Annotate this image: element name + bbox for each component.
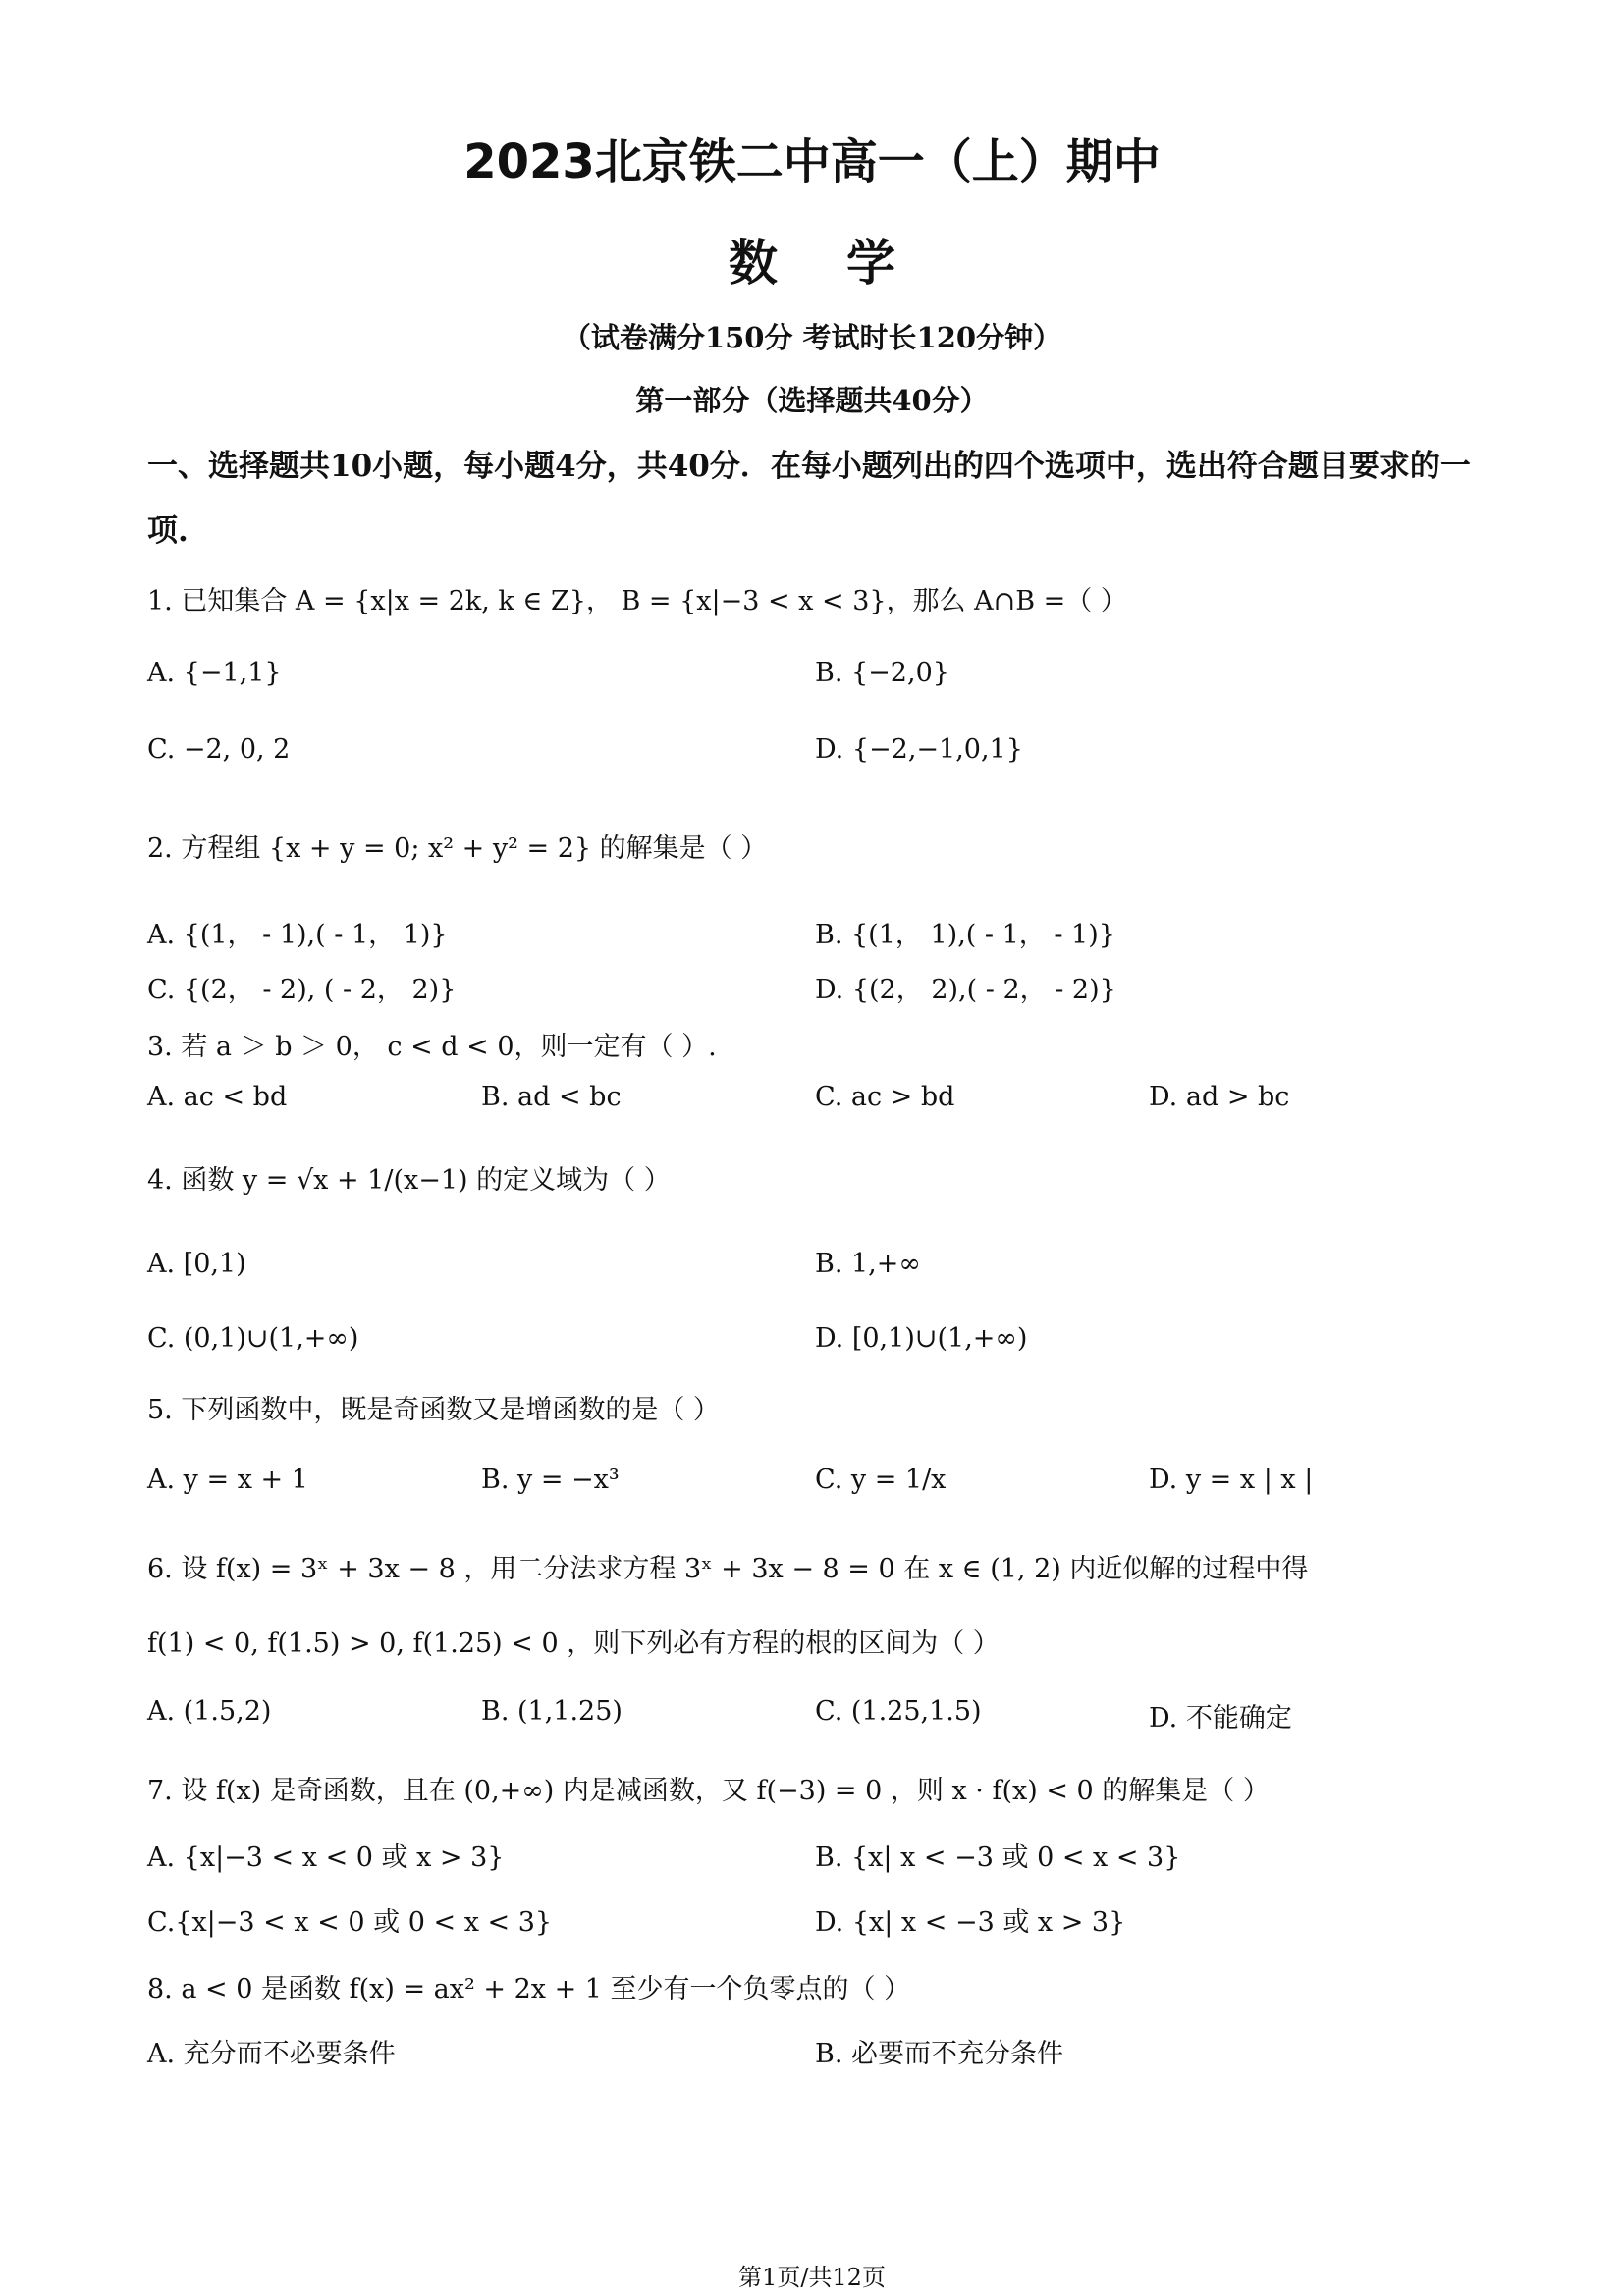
question-1-option-c: C. −2, 0, 2 — [147, 734, 291, 765]
part-title: 第一部分（选择题共40分） — [635, 384, 989, 417]
question-4-option-c: C. (0,1)∪(1,+∞) — [147, 1323, 359, 1354]
question-7-option-b: B. {x| x < −3 或 0 < x < 3} — [815, 1842, 1181, 1873]
question-4-stem: 4. 函数 y = √x + 1/(x−1) 的定义域为（ ） — [147, 1165, 671, 1196]
question-3-option-d: D. ad > bc — [1149, 1082, 1290, 1112]
question-7-option-a: A. {x|−3 < x < 0 或 x > 3} — [147, 1842, 505, 1873]
question-2-option-a: A. {(1， - 1),( - 1， 1)} — [147, 920, 448, 950]
question-2-option-c: C. {(2， - 2), ( - 2， 2)} — [147, 975, 457, 1005]
question-6-option-c: C. (1.25,1.5) — [815, 1696, 982, 1727]
instructions: 一、选择题共10小题，每小题4分，共40分．在每小题列出的四个选项中，选出符合题目要求的一项. — [147, 449, 1471, 549]
question-1-option-b: B. {−2,0} — [815, 658, 949, 688]
page-number: 第1页/共12页 — [738, 2264, 886, 2291]
question-1-option-a: A. {−1,1} — [147, 658, 282, 688]
question-6-option-d: D. 不能确定 — [1149, 1703, 1292, 1734]
question-5-option-d: D. y = x | x | — [1149, 1465, 1314, 1495]
question-5-option-a: A. y = x + 1 — [147, 1465, 308, 1495]
question-2-option-d: D. {(2， 2),( - 2， - 2)} — [815, 975, 1116, 1005]
question-2-stem: 2. 方程组 {x + y = 0; x² + y² = 2} 的解集是（ ） — [147, 833, 768, 864]
question-5-stem: 5. 下列函数中，既是奇函数又是增函数的是（ ） — [147, 1395, 720, 1425]
question-3-option-b: B. ad < bc — [481, 1082, 622, 1112]
question-8-option-b: B. 必要而不充分条件 — [815, 2039, 1064, 2069]
question-3-stem: 3. 若 a ＞ b ＞ 0， c < d < 0，则一定有（ ）. — [147, 1032, 717, 1062]
question-8-stem: 8. a < 0 是函数 f(x) = ax² + 2x + 1 至少有一个负零点的（ ） — [147, 1974, 911, 2004]
question-6-stem: 6. 设 f(x) = 3ˣ + 3x − 8 ，用二分法求方程 3ˣ + 3x − 8 = 0 在 x ∈ (1, 2) 内近似解的过程中得 — [147, 1554, 1309, 1584]
question-5-option-b: B. y = −x³ — [481, 1465, 620, 1495]
question-3-option-c: C. ac > bd — [815, 1082, 955, 1112]
question-7-option-d: D. {x| x < −3 或 x > 3} — [815, 1907, 1126, 1938]
question-4-option-b: B. 1,+∞ — [815, 1249, 921, 1279]
question-1-option-d: D. {−2,−1,0,1} — [815, 734, 1023, 765]
question-1-stem: 1. 已知集合 A = {x|x = 2k, k ∈ Z}， B = {x|−3 < x < 3}，那么 A∩B =（ ） — [147, 586, 1127, 616]
question-6-option-b: B. (1,1.25) — [481, 1696, 623, 1727]
question-6-stem-continued: f(1) < 0, f(1.5) > 0, f(1.25) < 0 ，则下列必有方程的根的区间为（ ） — [147, 1629, 1000, 1659]
question-8-option-a: A. 充分而不必要条件 — [147, 2039, 396, 2069]
question-4-option-d: D. [0,1)∪(1,+∞) — [815, 1323, 1028, 1354]
question-2-option-b: B. {(1， 1),( - 1， - 1)} — [815, 920, 1115, 950]
question-7-stem: 7. 设 f(x) 是奇函数，且在 (0,+∞) 内是减函数，又 f(−3) = 0 ，则 x · f(x) < 0 的解集是（ ） — [147, 1776, 1270, 1806]
question-5-option-c: C. y = 1/x — [815, 1465, 947, 1495]
page-title: 2023北京铁二中高一（上）期中 — [463, 134, 1161, 189]
subject-title: 数学 — [729, 234, 964, 292]
question-7-option-c: C.{x|−3 < x < 0 或 0 < x < 3} — [147, 1907, 553, 1938]
question-4-option-a: A. [0,1) — [147, 1249, 246, 1279]
exam-note: （试卷满分150分 考试时长120分钟） — [562, 321, 1062, 354]
question-6-option-a: A. (1.5,2) — [147, 1696, 272, 1727]
question-3-option-a: A. ac < bd — [147, 1082, 288, 1112]
